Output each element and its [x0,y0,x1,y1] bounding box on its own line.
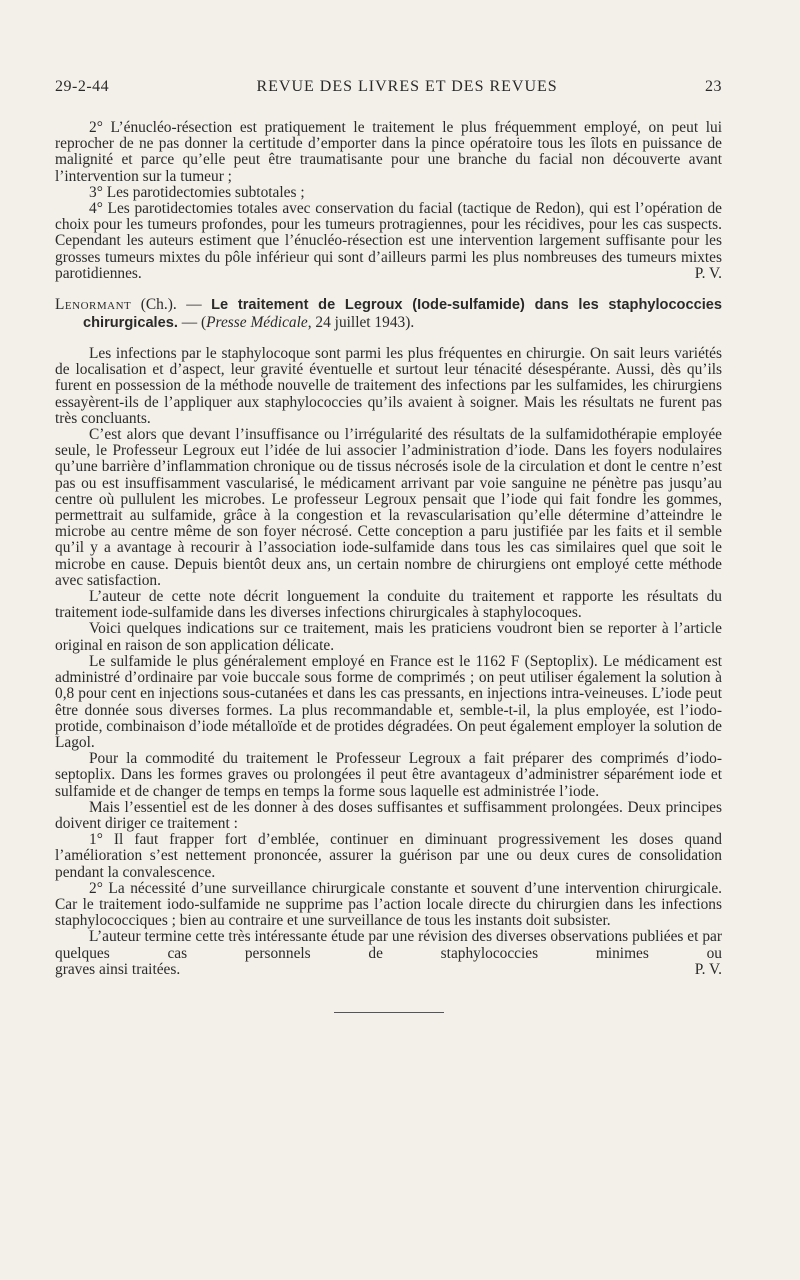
review-journal: Presse Médicale [206,314,308,332]
header-date: 29-2-44 [55,78,110,95]
paragraph: 4° Les parotidectomies totales avec conservation du facial (tactique de Redon), qui est l’opération de choix pour les tumeurs profondes, pour les tumeurs protragiennes, pour les récidives, pour les cas suspects. Cependant les auteurs estiment que l’énucléo-résection est une intervention largement suffisante pour les grosses tumeurs mixtes du pôle inférieur qui sont d’ailleurs parmi les plus nombreuses des tumeurs mixtes [55,200,722,266]
header-title: REVUE DES LIVRES ET DES REVUES [256,78,558,95]
paragraph: Le sulfamide le plus généralement employé en France est le 1162 F (Septoplix). Le médicament est administré d’ordinaire par voie buccale sous forme de comprimés ; on peut utiliser également la solution à 0,8 pour cent en injections sous-cutanées et dans les cas pressants, en injections intra-veineuses. L’iode peut être donnée sous diverses formes. La plus recommandable et, semble-t-il, la plus employée, est l’iodo-protide, combinaison d’iode métalloïde et de protides dégradées. On peut également employer la solution de Lagol. [55,652,722,751]
paragraph: L’auteur de cette note décrit longuement la conduite du traitement et rapporte les résultats du traitement iode-sulfamide dans les diverses infections chirurgicales à staphylocoques. [55,588,722,622]
paragraph: L’auteur termine cette très intéressante étude par une révision des diverses observations publiées et par quelques cas personnels de staphylococcies minimes ou [55,928,722,962]
second-review-body [55,346,722,978]
paragraph: 2° L’énucléo-résection est pratiquement le traitement le plus fréquemment employé, on peut lui reprocher de ne pas donner la certitude d’emporter dans la pince opératoire tous les îlots en puissance de malignité et parce qu’elle peut être traumatisante pour une branche du facial non découverte avant l’intervention sur la tumeur ; [55,119,722,185]
section-divider [334,1012,444,1013]
paragraph: 1° Il faut frapper fort d’emblée, continuer en diminuant progressivement les doses quand l’amélioration s’est nettement prononcée, assurer la guérison par une ou deux cures de consolidation pendant la convalescence. [55,831,722,881]
review-heading [55,296,722,332]
signature: P. V. [694,264,722,282]
paragraph: Mais l’essentiel est de les donner à des doses suffisantes et suffisamment prolongées. Deux principes doivent diriger ce traitement : [55,798,722,832]
page-header [55,78,722,96]
closing-text: graves ainsi traitées. [55,960,181,978]
paragraph: Voici quelques indications sur ce traitement, mais les praticiens voudront bien se reporter à l’article original en raison de son application délicate. [55,620,722,654]
paragraph: C’est alors que devant l’insuffisance ou l’irrégularité des résultats de la sulfamidothérapie employée seule, le Professeur Legroux eut l’idée de lui associer l’administration d’iode. Dans les foyers nodulaires qu’une barrière d’inflammation chronique ou de tissus nécrosés isole de la circulation et dont le centre n’est pas ou est insuffisamment vascularisé, le médicament arrivant par voie sanguine ne pénètre pas jusqu’au centre où pullulent les microbes. Le professeur Legroux pensait que l’iode qui fait fondre les gommes, permettrait au sulfamide, grâce à la congestion et la revascularisation qu’elle détermine d’atteindre le microbe au centre même de son foyer nécrosé. Cette conception a paru justifiée par les faits et il semble qu’il y a avantage à recourir à l’association iode-sulfamide dans tous les cas similaires quel que soit le microbe en cause. Depuis bientôt deux ans, un certain nombre de chirurgiens ont employé cette méthode avec satisfaction. [55,426,722,589]
paragraph: Les infections par le staphylocoque sont parmi les plus fréquentes en chirurgie. On sait leurs variétés de localisation et d’aspect, leur gravité éventuelle et surtout leur ténacité désespérante. Aussi, dès qu’ils furent en possession de la méthode nouvelle de traitement des infections par les sulfamides, les chirurgiens essayèrent-ils de l’appliquer aux staphylococcies qu’ils avaient à soigner. Mais les résultats ne furent pas très concluants. [55,345,722,427]
review-title: Le traitement de Legroux (Iode-sulfamide) dans les staphylococcies chirurgicales. [83,297,722,332]
review-source-open: ( [201,314,207,332]
closing-text: parotidiennes. [55,264,142,282]
review-author-initial: (Ch.). — [140,296,202,314]
first-review [55,120,722,282]
paragraph: 3° Les parotidectomies subtotales ; [89,183,305,201]
paragraph: 2° La nécessité d’une surveillance chirurgicale constante et souvent d’une intervention chirurgicale. Car le traitement iodo-sulfamide ne supprime pas l’action locale directe du chirurgien dans les infections staphylococciques ; bien au contraire et une surveillance de tous les instants doit subsister. [55,879,722,930]
review-separator: — [181,314,198,332]
signature-line [55,962,722,978]
review-author: Lenormant [55,296,132,314]
signature-line [55,266,722,282]
review-source-date: , 24 juillet 1943). [307,314,415,332]
paragraph: Pour la commodité du traitement le Professeur Legroux a fait préparer des comprimés d’iodo-septoplix. Dans les formes graves ou prolongées il peut être avantageux d’administrer séparément iode et sulfamide et de changer de temps en temps la forme sous laquelle est administrée l’iode. [55,750,722,800]
signature: P. V. [694,960,722,978]
page-number: 23 [704,78,722,95]
